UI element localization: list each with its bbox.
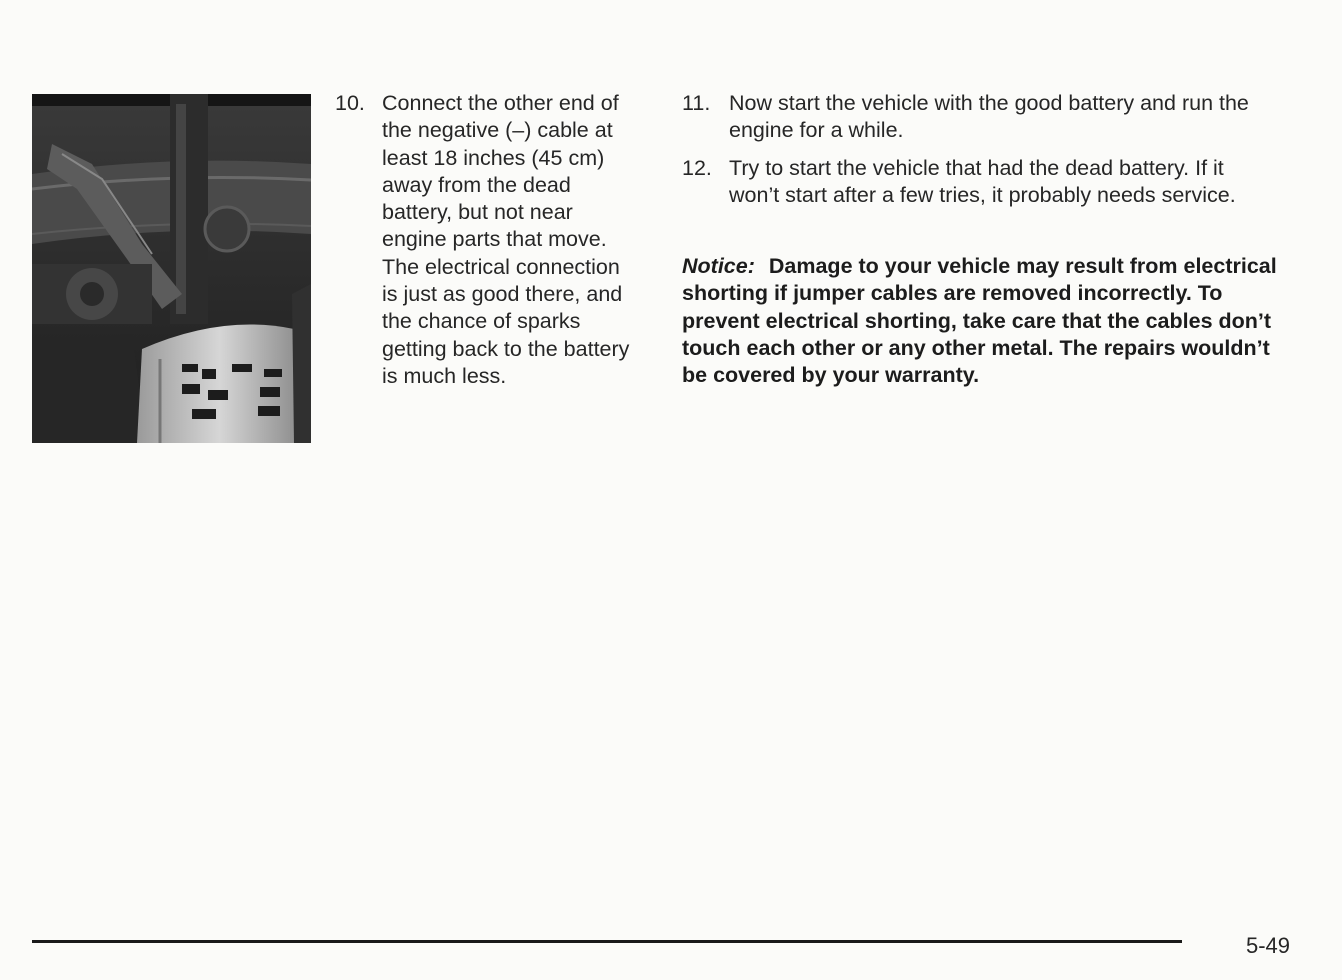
step-text: Now start the vehicle with the good battery and run the engine for a while. — [729, 91, 1249, 143]
engine-photo — [32, 94, 311, 443]
page-number: 5-49 — [1246, 933, 1291, 958]
step-number: 12. — [682, 156, 712, 180]
notice-label: Notice: — [682, 254, 755, 278]
footer-divider — [32, 940, 1182, 943]
step-number: 10. — [335, 91, 365, 115]
step-number: 11. — [682, 91, 711, 115]
step-text: Connect the other end of the negative (–) cable at least 18 inches (45 cm) away from the dead battery, but not near engine parts that move. The electrical connection is just as good there, and the chance of sparks getting back to the battery is much less. — [382, 91, 630, 388]
notice-block — [682, 253, 1292, 389]
notice-text: Damage to your vehicle may result from electrical shorting if jumper cables are removed incorrectly. To prevent electrical shorting, take care that the cables don’t touch each other or any other metal. The repairs wouldn’t be covered by your warranty. — [682, 254, 1277, 388]
step-text: Try to start the vehicle that had the dead battery. If it won’t start after a few tries, it probably needs service. — [729, 156, 1236, 208]
